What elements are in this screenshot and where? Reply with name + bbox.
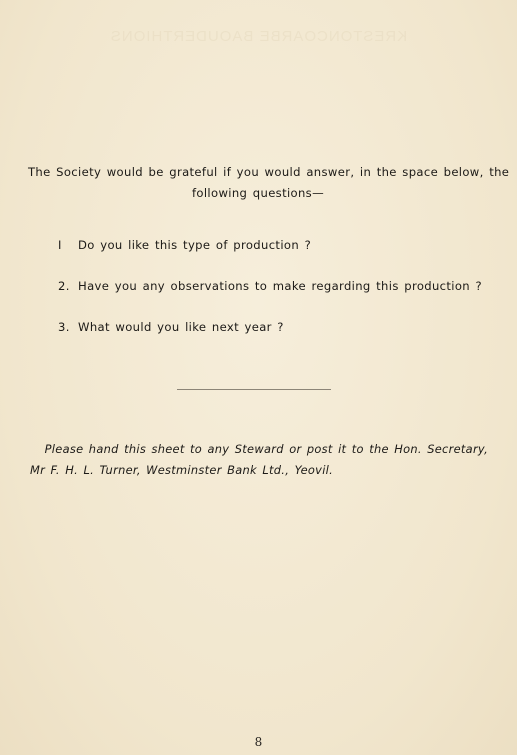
intro-paragraph	[28, 162, 510, 204]
intro-line-1: The Society would be grateful if you would answer, in the space below, the	[28, 165, 510, 179]
question-text: Have you any observations to make regarding this production ?	[78, 279, 483, 293]
return-instructions-line-1: Please hand this sheet to any Steward or post it to the Hon. Secretary,	[44, 442, 488, 456]
question-2	[58, 279, 482, 293]
section-divider	[177, 389, 331, 390]
question-text: What would you like next year ?	[78, 320, 284, 334]
bleed-through-text: KRESTONCOARBE BAOUDERTHIONS	[109, 28, 408, 45]
intro-line-2: following questions—	[191, 186, 325, 200]
question-number: 2.	[58, 279, 70, 293]
question-1	[58, 238, 311, 252]
return-instructions-line-2: Mr F. H. L. Turner, Westminster Bank Ltd., Yeovil.	[30, 463, 334, 477]
question-number: 3.	[58, 320, 70, 334]
question-number: I	[58, 238, 62, 252]
page-number: 8	[254, 735, 263, 749]
question-text: Do you like this type of production ?	[78, 238, 312, 252]
question-3	[58, 320, 284, 334]
return-instructions	[30, 439, 488, 481]
